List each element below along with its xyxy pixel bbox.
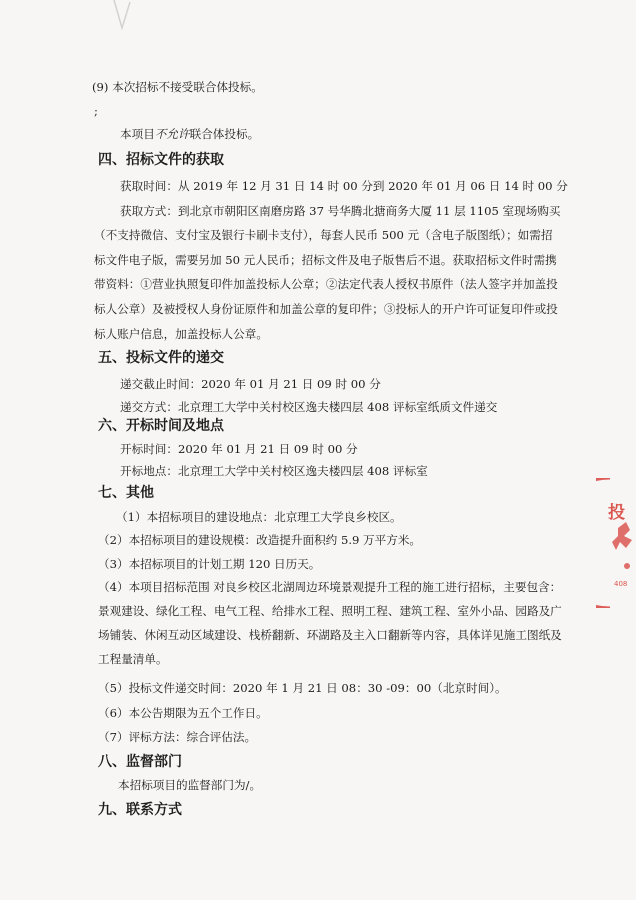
section-7-heading: 七、其他 bbox=[98, 485, 154, 501]
semicolon-line: ; bbox=[94, 104, 98, 118]
obtain-method: 获取方式：到北京市朝阳区南磨房路 37 号华腾北搪商务大厦 11 层 1105 室现场购买 bbox=[120, 204, 561, 218]
other-item-7: （7）评标方法：综合评估法。 bbox=[98, 730, 257, 744]
submission-method: 递交方式：北京理工大学中关村校区逸夫楼四层 408 评标室纸质文件递交 bbox=[120, 400, 498, 414]
obtain-method-cont-3: 带资料：①营业执照复印件加盖投标人公章；②法定代表人授权书原件（法人签字并加盖投 bbox=[94, 277, 558, 291]
obtain-method-cont-5: 标人账户信息，加盖投标人公章。 bbox=[94, 327, 268, 341]
seal-character: 投 bbox=[608, 503, 625, 523]
seal-number: 408 bbox=[614, 580, 628, 588]
consortium-note: 本项目不允许联合体投标。 bbox=[120, 127, 260, 141]
section-5-heading: 五、投标文件的递交 bbox=[98, 350, 224, 366]
obtain-method-cont-2: 标文件电子版，需要另加 50 元人民币；招标文件及电子版售后不退。获取招标文件时需携 bbox=[94, 253, 557, 267]
clause-9: (9) 本次招标不接受联合体投标。 bbox=[92, 80, 263, 94]
obtain-method-cont-1: （不支持微信、支付宝及银行卡刷卡支付），每套人民币 500 元（含电子版图纸）；如需招 bbox=[94, 228, 553, 242]
official-seal bbox=[596, 478, 636, 608]
obtain-time: 获取时间：从 2019 年 12 月 31 日 14 时 00 分到 2020 年 01 月 06 日 14 时 00 分 bbox=[120, 179, 568, 193]
section-9-heading: 九、联系方式 bbox=[98, 802, 182, 818]
opening-time: 开标时间：2020 年 01 月 21 日 09 时 00 分 bbox=[120, 442, 358, 456]
other-item-3: （3）本招标项目的计划工期 120 日历天。 bbox=[98, 557, 321, 571]
supervision-department: 本招标项目的监督部门为/。 bbox=[118, 778, 262, 792]
other-item-2: （2）本招标项目的建设规模：改造提升面积约 5.9 万平方米。 bbox=[98, 533, 422, 547]
section-8-heading: 八、监督部门 bbox=[98, 754, 182, 770]
other-item-4-cont-3: 工程量清单。 bbox=[98, 652, 168, 666]
submission-deadline: 递交截止时间：2020 年 01 月 21 日 09 时 00 分 bbox=[120, 377, 381, 391]
other-item-1: （1）本招标项目的建设地点：北京理工大学良乡校区。 bbox=[116, 510, 402, 524]
section-4-heading: 四、招标文件的获取 bbox=[98, 152, 224, 168]
other-item-4: （4）本项目招标范围 对良乡校区北湖周边环境景观提升工程的施工进行招标，主要包含： bbox=[98, 580, 562, 594]
section-6-heading: 六、开标时间及地点 bbox=[98, 418, 224, 434]
other-item-6: （6）本公告期限为五个工作日。 bbox=[98, 706, 268, 720]
paper-crease-mark bbox=[108, 0, 138, 40]
opening-location: 开标地点：北京理工大学中关村校区逸夫楼四层 408 评标室 bbox=[120, 464, 428, 478]
other-item-4-cont-1: 景观建设、绿化工程、电气工程、给排水工程、照明工程、建筑工程、室外小品、园路及广 bbox=[98, 604, 562, 618]
other-item-4-cont-2: 场铺装、休闲互动区域建设、栈桥翻新、环湖路及主入口翻新等内容，具体详见施工图纸及 bbox=[98, 628, 562, 642]
other-item-5: （5）投标文件递交时间：2020 年 1 月 21 日 08：30 -09：00（北京时间）。 bbox=[98, 681, 507, 695]
obtain-method-cont-4: 标人公章）及被授权人身份证原件和加盖公章的复印件；③投标人的开户许可证复印件或投 bbox=[94, 302, 558, 316]
